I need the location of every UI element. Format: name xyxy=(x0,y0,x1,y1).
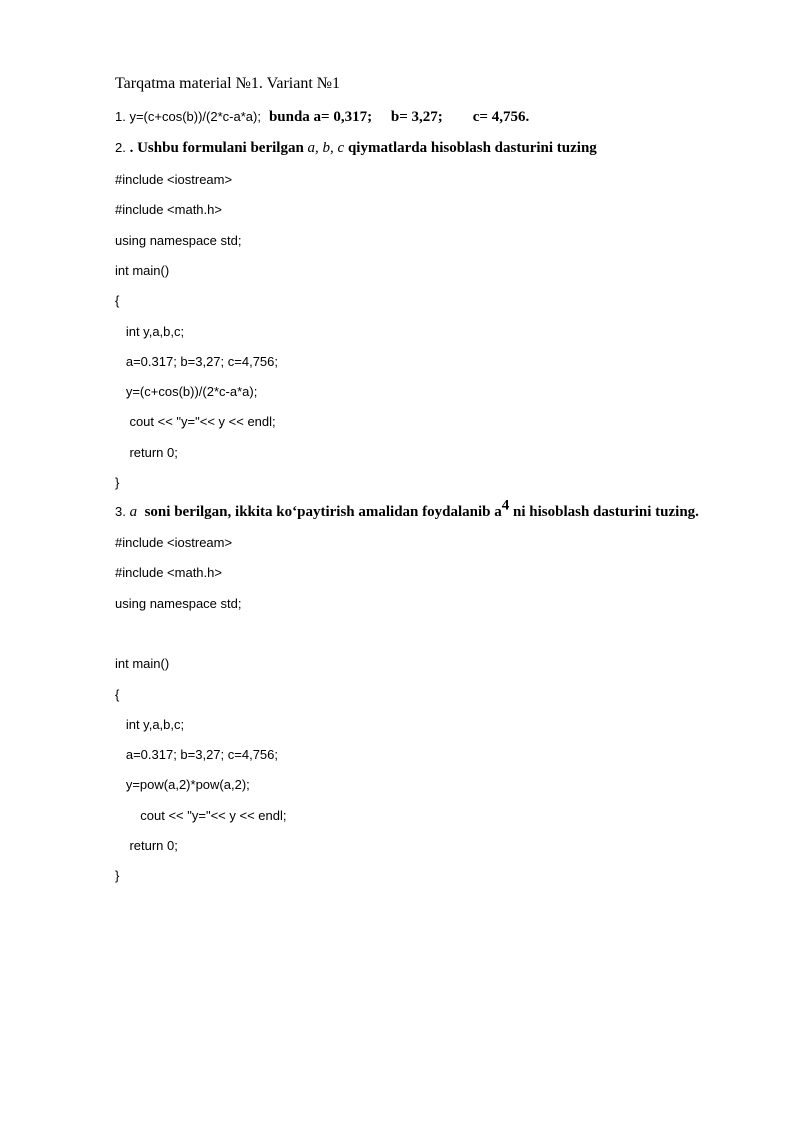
task-3-number: 3. xyxy=(115,504,126,519)
code-line: int y,a,b,c; xyxy=(115,716,185,732)
code-line: using namespace std; xyxy=(115,595,242,611)
code-line: return 0; xyxy=(115,444,178,460)
code-line: } xyxy=(115,868,120,884)
task-2-sep2: , xyxy=(330,140,338,156)
code-line: y=(c+cos(b))/(2*c-a*a); xyxy=(115,384,258,400)
code-line: #include <math.h> xyxy=(115,202,222,218)
task-2-number: 2. xyxy=(115,140,126,155)
code-line: #include <math.h> xyxy=(115,565,222,581)
code-line: int main() xyxy=(115,656,170,672)
code-line: using namespace std; xyxy=(115,232,242,248)
code-line: cout << "y="<< y << endl; xyxy=(115,807,287,823)
code-line: cout << "y="<< y << endl; xyxy=(115,414,276,430)
code-line: { xyxy=(115,686,120,702)
task-2-sep1: , xyxy=(315,140,323,156)
code-line: a=0.317; b=3,27; c=4,756; xyxy=(115,747,278,763)
task-2-tail: qiymatlarda hisoblash dasturini tuzing xyxy=(344,140,597,156)
code-line: y=pow(a,2)*pow(a,2); xyxy=(115,777,250,793)
code-line: int y,a,b,c; xyxy=(115,323,185,339)
task-3-tail: ni hisoblash dasturini tuzing. xyxy=(509,504,699,520)
task-2-var-c: c xyxy=(337,140,345,156)
task-1-values: bunda a= 0,317; b= 3,27; c= 4,756. xyxy=(268,109,530,125)
code-line: { xyxy=(115,293,120,309)
task-2-var-a: a xyxy=(307,140,316,156)
code-line: } xyxy=(115,475,120,490)
task-3-superscript: 4 xyxy=(501,497,510,514)
code-line: #include <iostream> xyxy=(115,172,233,187)
code-line: a=0.317; b=3,27; c=4,756; xyxy=(115,353,278,369)
code-line: #include <iostream> xyxy=(115,535,233,550)
task-3-text: soni berilgan, ikkita ko‘paytirish amalidan foydalanib a xyxy=(137,504,502,520)
document-title: Tarqatma material №1. Variant №1 xyxy=(115,75,341,92)
task-2-lead: . Ushbu formulani berilgan xyxy=(125,140,308,156)
code-line: int main() xyxy=(115,262,170,278)
task-3-var-a: a xyxy=(125,504,138,520)
task-1 xyxy=(115,108,529,126)
task-2-var-b: b xyxy=(322,140,331,156)
task-2 xyxy=(115,139,597,157)
task-1-formula: 1. y=(c+cos(b))/(2*c-a*a); xyxy=(115,109,261,124)
code-line: return 0; xyxy=(115,838,178,853)
task-3 xyxy=(115,497,699,521)
